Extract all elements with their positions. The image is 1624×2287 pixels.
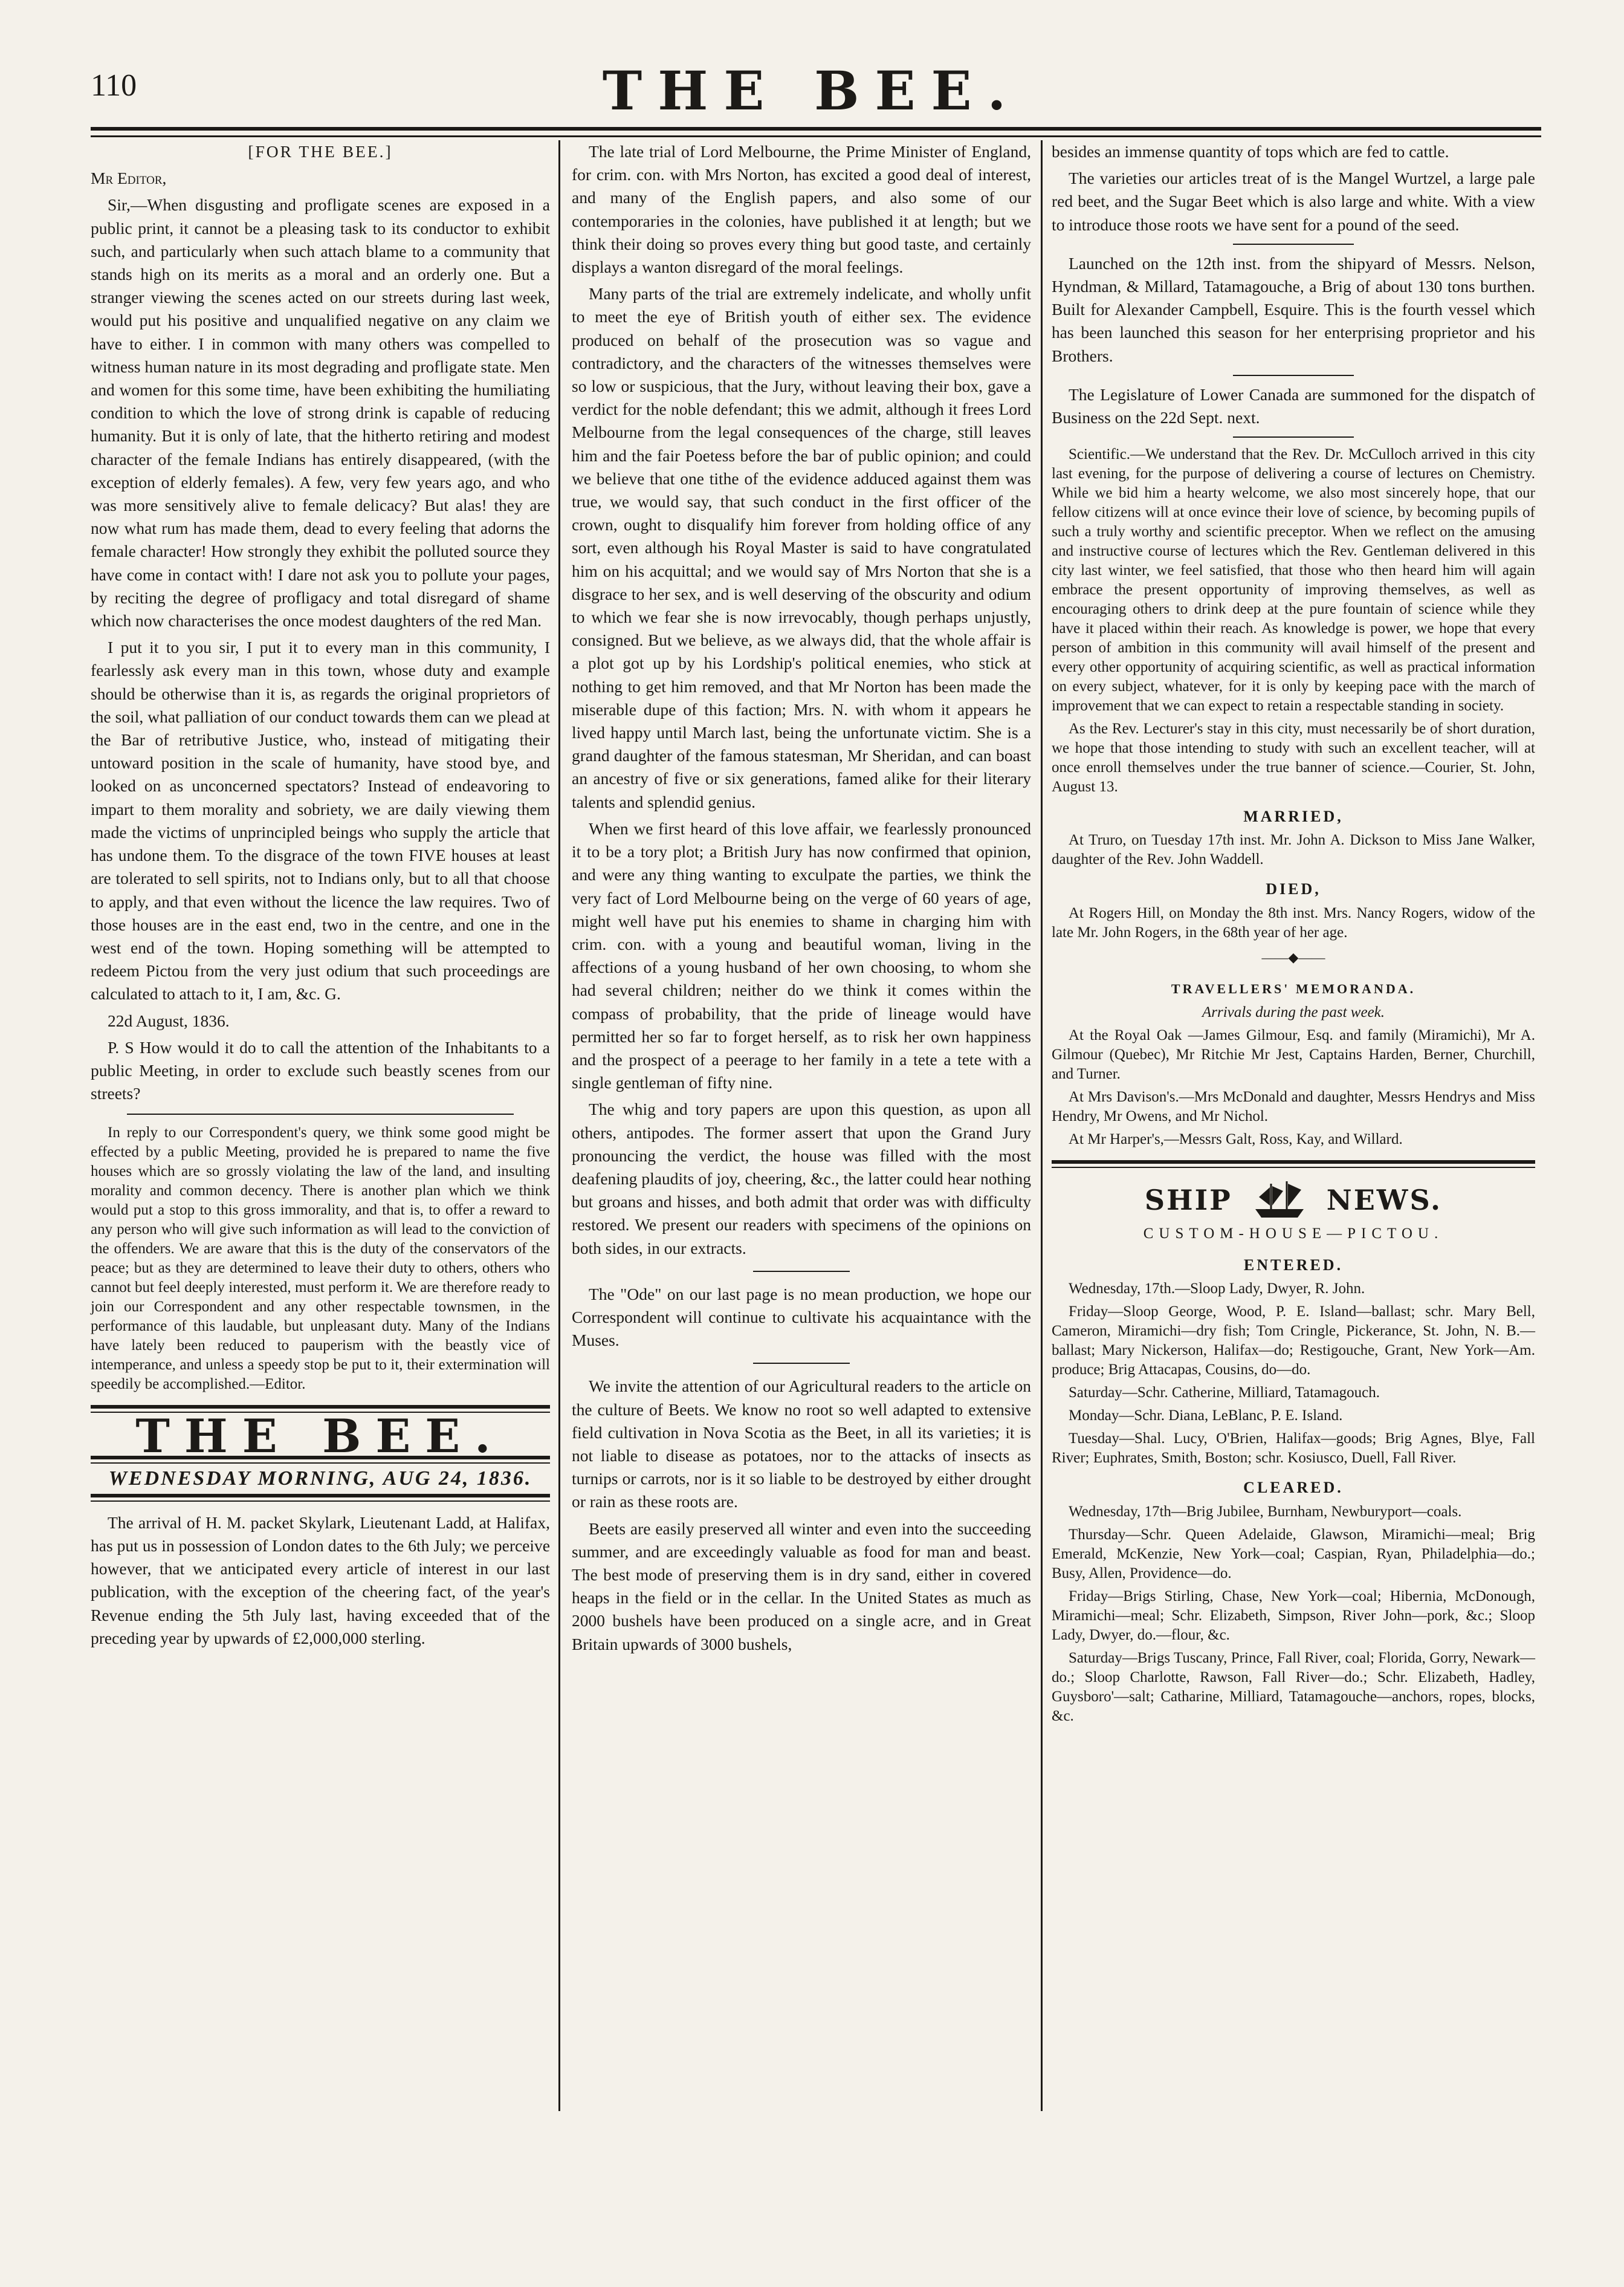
entered-heading: ENTERED. xyxy=(1243,1256,1344,1274)
scientific-paragraph: As the Rev. Lecturer's stay in this city, must necessarily be of short duration, we hope that those intending to study with such an excellent teacher, will at once enroll themselves under the true banner of science.—Courier, St. John, August 13. xyxy=(1052,721,1535,796)
melbourne-paragraph: The late trial of Lord Melbourne, the Prime Minister of England, for crim. con. with Mrs Norton, has excited a good deal of interest, and many of the English papers, and also some of our contemporaries in the colonies, have published it at length; but we think their doing so proves every thing but good taste, and certainly displays a wanton disregard of the moral feelings. xyxy=(572,142,1031,277)
entered-entry: Monday—Schr. Diana, LeBlanc, P. E. Island. xyxy=(1069,1407,1343,1424)
ode-note: The "Ode" on our last page is no mean production, we hope our Correspondent will continue to cultivate his acquaintance with the Muses. xyxy=(572,1284,1031,1350)
divider xyxy=(1052,1160,1535,1168)
launched-notice: Launched on the 12th inst. from the shipyard of Messrs. Nelson, Hyndman, & Millard, Tatamagouche, a Brig of about 130 tons burthen. Built for Alexander Campbell, Esquire. This is the fourth vessel which has been launched this season for her enterprising proprietor and his Brothers. xyxy=(1052,253,1535,365)
skylark-article: The arrival of H. M. packet Skylark, Lieutenant Ladd, at Halifax, has put us in possession of London dates to the 6th July; we perceive however, that we anticipated every article of interest in our last publication, with the exception of the cheering fact, of the year's Revenue ending the 5th July last, having exceeded that of the preceding year by upwards of £2,000,000 sterling. xyxy=(91,1513,550,1647)
cleared-entry: Friday—Brigs Stirling, Chase, New York—coal; Hibernia, McDonough, Miramichi—meal; Schr. Elizabeth, Simpson, River John—pork, &c.; Sloop Lady, Dwyer, do.—flour, &c. xyxy=(1052,1588,1535,1643)
letter-paragraph: Sir,—When disgusting and profligate scenes are exposed in a public print, it cannot be a pleasing task to its conductor to exhibit such, and particularly when such attach blame to a community that stands high on its merits as a moral and an orderly one. But a stranger viewing the scenes acted on our streets during last week, would put his positive and unqualified negative on any claim we have to either. I in common with many others was compelled to witness human nature in its most degrading and profligate state. Men and women for this some time, have been exhibiting the humiliating condition to which the love of strong drink is capable of reducing humanity. But it is only of late, that the hitherto retiring and modest character of the female Indians has entirely disappeared, (with the exception of elderly females). A few, very few years ago, and who was more sensitively alive to female delicacy? But alas! they are now what rum has made them, dead to every feeling that adorns the female character! How strongly they exhibit the polluted source they have come in contact with! I dare not ask you to pollute your pages, by reciting the degree of profligacy and total disregard of shame which now characterises the once modest daughters of the red Man. xyxy=(91,195,550,631)
ship-icon xyxy=(1250,1179,1309,1221)
scientific-paragraph: Scientific.—We understand that the Rev. Dr. McCulloch arrived in this city last evening, for the purpose of delivering a course of lectures on Chemistry. While we bid him a hearty welcome, we also most sincerely hope, that our fellow citizens will at once evince their love of science, by becoming pupils of such a truly worthy and scientific preceptor. When we reflect on the amusing and instructive course of lectures which the Rev. Gentleman delivered in this city last winter, we feel satisfied, that those who then heard him will again embrace the present opportunity of improving themselves, as well as encouraging others to drink deep at the pure fountain of science while they have it placed within their reach. As knowledge is power, we hope that every person of ambition in this community will avail himself of the present and every other opportunity of acquiring scientific, as well as practical information on every subject, whatever, for it is only by keeping pace with the march of improvement that we can expect to retain a respectable standing in society. xyxy=(1052,446,1535,715)
letter-postscript: P. S How would it do to call the attention of the Inhabitants to a public Meeting, in order to exclude such beastly scenes from our streets? xyxy=(91,1037,550,1103)
column-divider xyxy=(558,140,560,2111)
issue-dateline: WEDNESDAY MORNING, AUG 24, 1836. xyxy=(108,1467,532,1490)
letter-date: 22d August, 1836. xyxy=(108,1011,230,1030)
arrival-entry: At Mrs Davison's.—Mrs McDonald and daughter, Messrs Hendrys and Miss Hendry, Mr Owens, and Mr Nichol. xyxy=(1052,1089,1535,1125)
letter-salutation: Mr Editor, xyxy=(91,169,167,188)
custom-house-line: CUSTOM-HOUSE—PICTOU. xyxy=(1143,1225,1444,1242)
divider xyxy=(753,1271,850,1272)
melbourne-paragraph: The whig and tory papers are upon this question, as upon all others, antipodes. The former assert that upon the Grand Jury pronouncing the verdict, the house was filled with the most deafening plaudits of joy, cheering, &c., the latter could hear nothing but groans and hisses, and both admit that order was with difficulty restored. We present our readers with specimens of the opinions on both sides, in our extracts. xyxy=(572,1100,1031,1257)
melbourne-paragraph: When we first heard of this love affair, we fearlessly pronounced it to be a tory plot; a British Jury has now confirmed that opinion, and were any thing wanting to exculpate the parties, we think the very fact of Lord Melbourne being on the verge of 60 years of age, might well have put his enemies to shame in charging him with crim. con. with a young and beautiful woman, living in the affections of a young husband of her own choosing, to whom she had several children; neither do we think it comes within the compass of probability, that the pride of lineage would have permitted her so far to forget herself, as to risk her own happiness and the prospect of a peerage to her family in a tete a tete with a single gentleman of fifty nine. xyxy=(572,819,1031,1092)
header-rule xyxy=(91,127,1541,137)
arrival-entry: At the Royal Oak —James Gilmour, Esq. and family (Miramichi), Mr A. Gilmour (Quebec), Mr Ritchie Mr Jest, Captains Harden, Berner, Churchill, and Turner. xyxy=(1052,1027,1535,1083)
cleared-entry: Wednesday, 17th—Brig Jubilee, Burnham, Newburyport—coals. xyxy=(1069,1503,1462,1520)
editor-reply: In reply to our Correspondent's query, we think some good might be effected by a public Meeting, provided he is prepared to name the five houses which are so grossly violating the law of the land, and insulting morality and common decency. There is another plan which we think would put a stop to this gross immorality, and that is, to offer a reward to any person who will give such information as will lead to the conviction of the offenders. We are aware that this is the duty of the conservators of the peace; but as they are determined to leave their duty to others, others who cannot but feel deeply interested, must perform it. We are therefore ready to join our Correspondent and any other respectable townsmen, in the performance of this laudable, but unpleasant duty. Many of the Indians have lately been reduced to pauperism with the beastly vice of intemperance, and unless a speedy stop be put to it, their extermination will speedily be accomplished.—Editor. xyxy=(91,1124,550,1393)
beets-continued: besides an immense quantity of tops which are fed to cattle. xyxy=(1052,142,1449,161)
beets-paragraph: Beets are easily preserved all winter and even into the succeeding summer, and are exceedingly valuable as food for man and beast. The best mode of preserving them is in dry sand, either in covered heaps in the field or in the cellar. In the United States as much as 2000 bushels have been produced on a single acre, and in Great Britain upwards of 3000 bushels, xyxy=(572,1519,1031,1653)
melbourne-paragraph: Many parts of the trial are extremely indelicate, and wholly unfit to meet the eye of British youth of either sex. The evidence produced on behalf of the prosecution was so vague and contradictory, and the characters of the witnesses themselves were so low or suspicious, that the Jury, without leaving their box, gave a verdict for the noble defendant; this we admit, although it frees Lord Melbourne from the legal consequences of the charge, still leaves him and the fair Poetess before the bar of public opinion; and could we believe that one tithe of the evidence adduced against them was true, we would say, that such conduct in the first officer of the crown, ought to disqualify him forever from holding office of any sort, even although his Royal Master is said to have congratulated him on his acquittal; and we would say of Mrs Norton that she is a disgrace to her sex, and is well deserving of the obscurity and odium to which we fear she is now irrevocably, though perhaps unjustly, consigned. But we believe, as we always did, that the whole affair is a plot got up by his Lordship's political enemies, who stick at nothing to get him removed, and that Mr Norton has been made the miserable dupe of this faction; Mrs. N. with whom it appears he lived happy until March last, being the unfortunate victim. She is a grand daughter of the famous statesman, Mr Sheridan, and can boast an ancestry of five or six generations, famed alike for their literary talents and splendid genius. xyxy=(572,284,1031,811)
entered-entry: Tuesday—Shal. Lucy, O'Brien, Halifax—goods; Brig Agnes, Blye, Fall River; Euphrates, Smith, Boston; schr. Kosiusco, Duell, Fall River. xyxy=(1052,1430,1535,1467)
legislature-notice: The Legislature of Lower Canada are summoned for the dispatch of Business on the 22d Sept. next. xyxy=(1052,384,1535,427)
letter-paragraph: I put it to you sir, I put it to every man in this community, I fearlessly ask every man in this town, whose duty and example should be otherwise than it is, as regards the original proprietors of the soil, what palliation of our conduct towards them can we plead at the Bar of retributive Justice, who, instead of mitigating their untoward position in the scale of humanity, have stood bye, and looked on as unconcerned spectators? Instead of endeavoring to impart to them morality and sobriety, we are daily viewing them made the victims of unprincipled beings who supply the article that has undone them. To the disgrace of the town FIVE houses at least are tolerated to sell spirits, not to Indians only, but to all that choose to apply, and that even without the licence the law requires. Two of those houses are in the east end, two in the centre, and one in the west end of the town. Hoping something will be attempted to redeem Pictou from the very just odium that such proceedings are calculated to attach to it, I am, &c. G. xyxy=(91,638,550,1004)
entered-entry: Wednesday, 17th.—Sloop Lady, Dwyer, R. John. xyxy=(1069,1280,1365,1297)
died-heading: DIED, xyxy=(1266,880,1321,898)
cleared-entry: Thursday—Schr. Queen Adelaide, Glawson, Miramichi—meal; Brig Emerald, McKenzie, New York—coal; Caspian, Ryan, Philadelphia—do.; Busy, Allen, Providence—do. xyxy=(1052,1526,1535,1581)
column-divider xyxy=(1041,140,1043,2111)
divider xyxy=(127,1114,514,1115)
travellers-heading: TRAVELLERS' MEMORANDA. xyxy=(1171,981,1416,996)
the-bee-banner: THE BEE. xyxy=(135,1409,505,1464)
arrivals-heading xyxy=(1052,1003,1535,1022)
arrival-entry: At Mr Harper's,—Messrs Galt, Ross, Kay, and Willard. xyxy=(1069,1131,1403,1148)
masthead-title: THE BEE. xyxy=(602,59,1022,122)
page-number: 110 xyxy=(91,68,137,103)
divider xyxy=(753,1363,850,1364)
entered-entry: Saturday—Schr. Catherine, Milliard, Tatamagouch. xyxy=(1069,1384,1380,1401)
for-the-bee-label: [FOR THE BEE.] xyxy=(248,142,393,161)
divider xyxy=(91,1494,550,1502)
married-notice: At Truro, on Tuesday 17th inst. Mr. John A. Dickson to Miss Jane Walker, daughter of the Rev. John Waddell. xyxy=(1052,832,1535,868)
married-heading: MARRIED, xyxy=(1243,808,1344,826)
died-notice: At Rogers Hill, on Monday the 8th inst. Mrs. Nancy Rogers, widow of the late Mr. John Rogers, in the 68th year of her age. xyxy=(1052,904,1535,941)
cleared-entry: Saturday—Brigs Tuscany, Prince, Fall River, coal; Florida, Gorry, Newark—do.; Sloop Charlotte, Rawson, Fall River—do.; Schr. Elizabeth, Hadley, Guysboro'—salt; Catharine, Milliard, Tatamagouche—anchors, ropes, blocks, &c. xyxy=(1052,1649,1535,1724)
beets-varieties: The varieties our articles treat of is the Mangel Wurtzel, a large pale red beet, and the Sugar Beet which is also large and white. With a view to introduce those roots we have sent for a pound of the seed. xyxy=(1052,169,1535,234)
divider xyxy=(1233,244,1354,245)
arrivals-heading-text: Arrivals during the past week. xyxy=(1202,1004,1385,1021)
column-3 xyxy=(1052,140,1535,1730)
ornament-divider: ——◆—— xyxy=(1261,949,1325,965)
column-2 xyxy=(572,140,1031,1659)
entered-entry: Friday—Sloop George, Wood, P. E. Island—ballast; schr. Mary Bell, Cameron, Miramichi—dry fish; Tom Cringle, Pickerance, St. John, N. B.—ballast; Mary Nickerson, Halifax—do; Restigouche, Grant, New York—Am. produce; Brig Attacapas, Cousins, do—do. xyxy=(1052,1303,1535,1378)
ship-word: SHIP xyxy=(1144,1183,1232,1216)
news-word: NEWS. xyxy=(1326,1183,1443,1216)
divider xyxy=(1233,375,1354,376)
divider xyxy=(1233,436,1354,438)
cleared-heading: CLEARED. xyxy=(1243,1479,1344,1497)
beets-paragraph: We invite the attention of our Agricultural readers to the article on the culture of Beets. We know no root so well adapted to extensive field cultivation in Nova Scotia as the Beet, in all its varieties; it is not liable to disease as potatoes, nor to the attacks of insects as turnips or carrots, nor is it so liable to be destroyed by either drought or rain as these roots are. xyxy=(572,1377,1031,1511)
ship-news-header xyxy=(1052,1179,1535,1221)
column-1 xyxy=(91,140,550,1653)
